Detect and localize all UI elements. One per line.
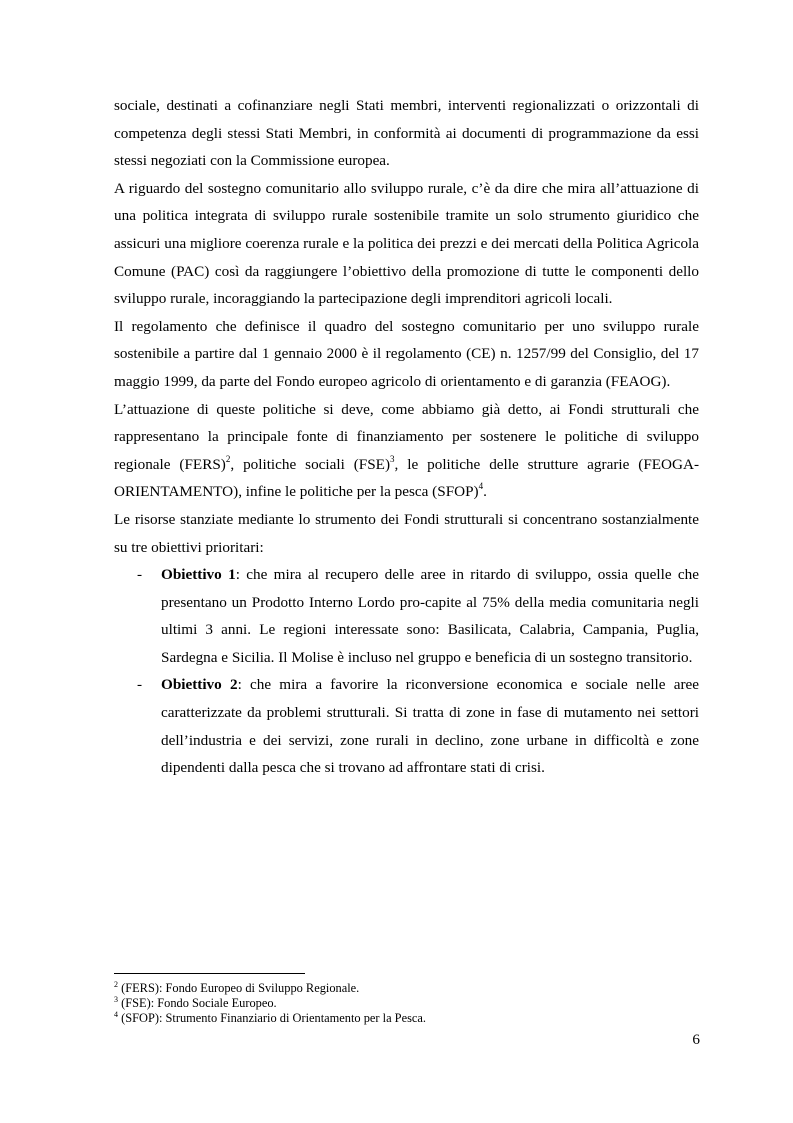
objectives-list	[114, 561, 699, 782]
paragraph-4-text-a: L’attuazione di queste politiche si deve, come abbiamo già detto, ai Fondi strutturali che rappresentano la principale fonte di finanziamento per sostenere le politiche di sviluppo regionale (FERS)	[114, 400, 699, 473]
footnote-number: 4	[114, 1009, 118, 1019]
footnote	[114, 996, 699, 1011]
footnote-divider	[114, 973, 305, 974]
footnote-text: (FSE): Fondo Sociale Europeo.	[118, 996, 277, 1010]
list-item-title: Obiettivo 2	[161, 676, 238, 694]
paragraph-4	[114, 396, 699, 506]
footnote-text: (FERS): Fondo Europeo di Sviluppo Regionale.	[118, 981, 360, 995]
footnote	[114, 1011, 699, 1026]
paragraph-4-text-d: .	[483, 483, 487, 501]
paragraph-2: A riguardo del sostegno comunitario allo sviluppo rurale, c’è da dire che mira all’attuazione di una politica integrata di sviluppo rurale sostenibile tramite un solo strumento giuridico che assicuri una migliore coerenza rurale e la politica dei prezzi e dei mercati della Politica Agricola Comune (PAC) così da raggiungere l’obiettivo della promozione di tutte le componenti dello sviluppo rurale, incoraggiando la partecipazione degli imprenditori agricoli locali.	[114, 179, 699, 308]
body-text	[114, 92, 699, 782]
list-bullet-dash: -	[137, 676, 143, 694]
list-item-text: : che mira a favorire la riconversione economica e sociale nelle aree caratterizzate da problemi strutturali. Si tratta di zone in fase di mutamento nei settori dell’industria e dei servizi, zone rurali in declino, zone urbane in difficoltà e zone dipendenti dalla pesca che si trovano ad affrontare stati di crisi.	[161, 676, 699, 777]
footnote-text: (SFOP): Strumento Finanziario di Orientamento per la Pesca.	[118, 1011, 426, 1025]
page-number: 6	[692, 1031, 700, 1048]
footnotes	[114, 981, 699, 1026]
footnote-ref-3[interactable]: 3	[390, 453, 395, 464]
footnote-number: 3	[114, 994, 118, 1004]
paragraph-1: sociale, destinati a cofinanziare negli Stati membri, interventi regionalizzati o orizzontali di competenza degli stessi Stati Membri, in conformità ai documenti di programmazione da essi stessi negoziati con la Commissione europea.	[114, 97, 699, 170]
list-item-text: : che mira al recupero delle aree in ritardo di sviluppo, ossia quelle che presentano un Prodotto Interno Lordo pro-capite al 75% della media comunitaria negli ultimi 3 anni. Le regioni interessate sono: Basilicata, Calabria, Campania, Puglia, Sardegna e Sicilia. Il Molise è incluso nel gruppo e beneficia di un sostegno transitorio.	[161, 566, 699, 666]
footnote-ref-2[interactable]: 2	[225, 453, 231, 464]
paragraph-3: Il regolamento che definisce il quadro del sostegno comunitario per uno sviluppo rurale sostenibile a partire dal 1 gennaio 2000 è il regolamento (CE) n. 1257/99 del Consiglio, del 17 maggio 1999, da parte del Fondo europeo agricolo di orientamento e di garanzia (FEAOG).	[114, 317, 699, 390]
list-item	[114, 671, 699, 781]
footnote-number: 2	[114, 979, 118, 989]
paragraph-5: Le risorse stanziate mediante lo strumento dei Fondi strutturali si concentrano sostanzialmente su tre obiettivi prioritari:	[114, 510, 699, 556]
footnote	[114, 981, 699, 996]
list-item-title: Obiettivo 1	[161, 566, 236, 584]
paragraph-4-text-c: , le politiche delle strutture agrarie (FEOGA-ORIENTAMENTO), infine le politiche per la pesca (SFOP)	[114, 455, 700, 501]
paragraph-4-text-b: , politiche sociali (FSE)	[230, 455, 391, 473]
footnote-ref-4[interactable]: 4	[478, 481, 484, 492]
list-bullet-dash: -	[137, 566, 143, 584]
list-item	[114, 561, 699, 671]
